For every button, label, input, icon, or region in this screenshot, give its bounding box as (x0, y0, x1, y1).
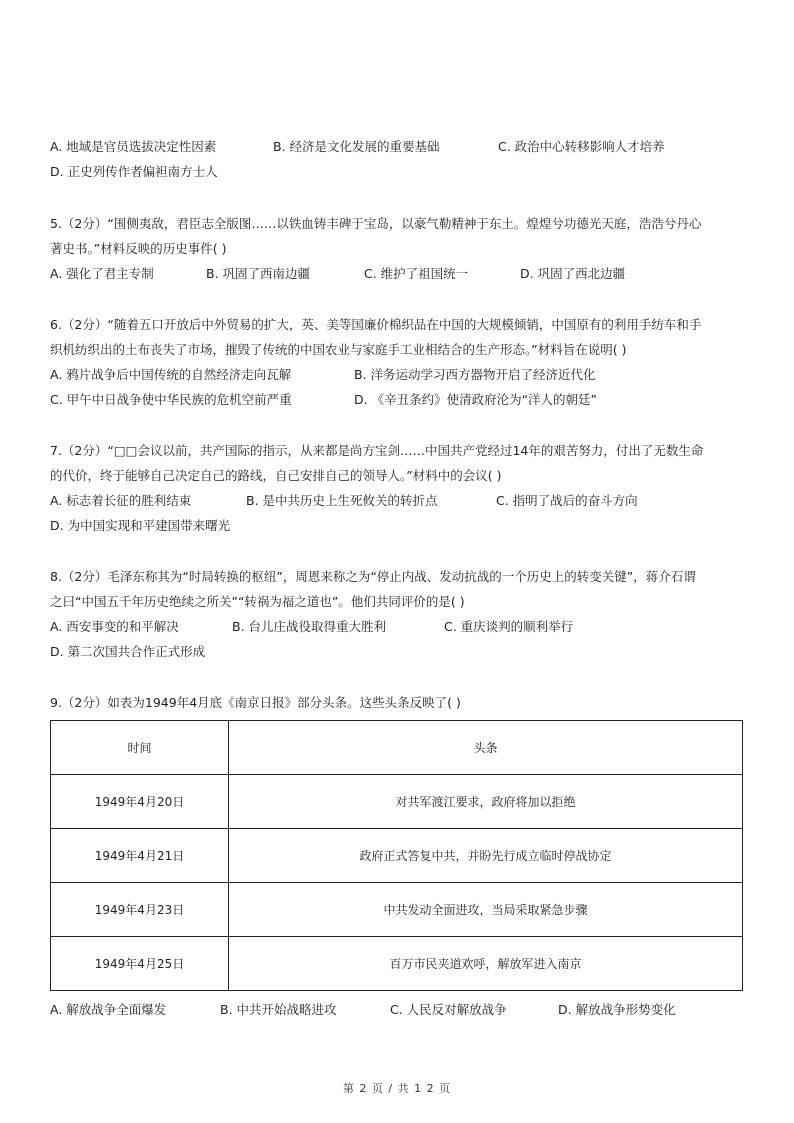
table-cell-date: 1949年4月21日 (51, 829, 229, 883)
table-row (51, 829, 743, 883)
table-cell-headline: 百万市民夹道欢呼，解放军进入南京 (229, 937, 743, 991)
table-header-time: 时间 (51, 721, 229, 775)
q4-option-c: C. 政治中心转移影响人才培养 (498, 139, 665, 154)
table-cell-headline: 政府正式答复中共，并盼先行成立临时停战协定 (229, 829, 743, 883)
table-cell-headline: 中共发动全面进攻，当局采取紧急步骤 (229, 883, 743, 937)
page-footer: 第 2 页 / 共 1 2 页 (342, 1082, 452, 1095)
q6-option-d: D. 《辛丑条约》使清政府沦为“洋人的朝廷” (354, 392, 598, 407)
q6-option-b: B. 洋务运动学习西方器物开启了经济近代化 (354, 367, 596, 382)
table-header-row (51, 721, 743, 775)
q7-option-d: D. 为中国实现和平建国带来曙光 (50, 518, 231, 533)
q5-option-d: D. 巩固了西北边疆 (520, 266, 626, 281)
q8-stem-line-1: 8.（2分）毛泽东称其为“时局转换的枢纽”，周恩来称之为“停止内战、发动抗战的一个历史上的转变关键”，蒋介石谓 (50, 569, 696, 584)
q5-option-b: B. 巩固了西南边疆 (206, 266, 311, 281)
question-9 (50, 690, 750, 715)
q7-option-a: A. 标志着长征的胜利结束 (50, 493, 192, 508)
q8-option-a: A. 西安事变的和平解决 (50, 619, 179, 634)
q7-option-b: B. 是中共历史上生死攸关的转折点 (246, 493, 438, 508)
q5-stem-line-1: 5.（2分）“围侧夷敌，君臣志全版图……以铁血铸丰碑于宝岛，以豪气勒精神于东土。煌煌兮功德光天庭，浩浩兮丹心 (50, 216, 702, 231)
q8-option-b: B. 台儿庄战役取得重大胜利 (232, 619, 387, 634)
question-5 (50, 211, 750, 286)
question-7 (50, 438, 750, 538)
q5-option-c: C. 维护了祖国统一 (364, 266, 469, 281)
q4-option-d: D. 正史列传作者偏袒南方士人 (50, 164, 218, 179)
q6-option-c: C. 甲午中日战争使中华民族的危机空前严重 (50, 392, 292, 407)
table-cell-headline: 对共军渡江要求，政府将加以拒绝 (229, 775, 743, 829)
q8-option-c: C. 重庆谈判的顺利举行 (444, 619, 574, 634)
table-row (51, 937, 743, 991)
question-4-options (50, 134, 750, 184)
q6-stem-line-2: 织机纺织出的土布丧失了市场，摧毁了传统的中国农业与家庭手工业相结合的生产形态。”材料旨在说明( ) (50, 342, 627, 357)
table-row (51, 883, 743, 937)
q8-option-d: D. 第二次国共合作正式形成 (50, 644, 206, 659)
q4-option-b: B. 经济是文化发展的重要基础 (273, 139, 440, 154)
q9-option-c: C. 人民反对解放战争 (390, 1002, 507, 1017)
q9-option-d: D. 解放战争形势变化 (558, 1002, 676, 1017)
q9-option-b: B. 中共开始战略进攻 (220, 1002, 337, 1017)
q9-stem: 9.（2分）如表为1949年4月底《南京日报》部分头条。这些头条反映了( ) (50, 695, 461, 710)
q6-option-a: A. 鸦片战争后中国传统的自然经济走向瓦解 (50, 367, 292, 382)
q7-stem-line-2: 的代价，终于能够自己决定自己的路线，自己安排自己的领导人。”材料中的会议( ) (50, 468, 502, 483)
table-cell-date: 1949年4月23日 (51, 883, 229, 937)
question-9-options (50, 997, 750, 1022)
q5-option-a: A. 强化了君主专制 (50, 266, 154, 281)
question-8 (50, 564, 750, 664)
table-cell-date: 1949年4月20日 (51, 775, 229, 829)
q8-stem-line-2: 之曰“中国五千年历史绝续之所关”“转祸为福之道也”。他们共同评价的是( ) (50, 594, 465, 609)
table-row (51, 775, 743, 829)
q7-stem-line-1: 7.（2分）“□□会议以前，共产国际的指示，从来都是尚方宝剑……中国共产党经过14年的艰苦努力，付出了无数生命 (50, 443, 704, 458)
q7-option-c: C. 指明了战后的奋斗方向 (496, 493, 638, 508)
question-6 (50, 312, 750, 412)
table-header-headline: 头条 (229, 721, 743, 775)
headline-table (50, 720, 743, 991)
q4-option-a: A. 地域是官员选拔决定性因素 (50, 139, 217, 154)
table-cell-date: 1949年4月25日 (51, 937, 229, 991)
q6-stem-line-1: 6.（2分）“随着五口开放后中外贸易的扩大，英、美等国廉价棉织品在中国的大规模倾销，中国原有的利用手纺车和手 (50, 317, 702, 332)
q5-stem-line-2: 著史书。”材料反映的历史事件( ) (50, 241, 227, 256)
q9-option-a: A. 解放战争全面爆发 (50, 1002, 167, 1017)
